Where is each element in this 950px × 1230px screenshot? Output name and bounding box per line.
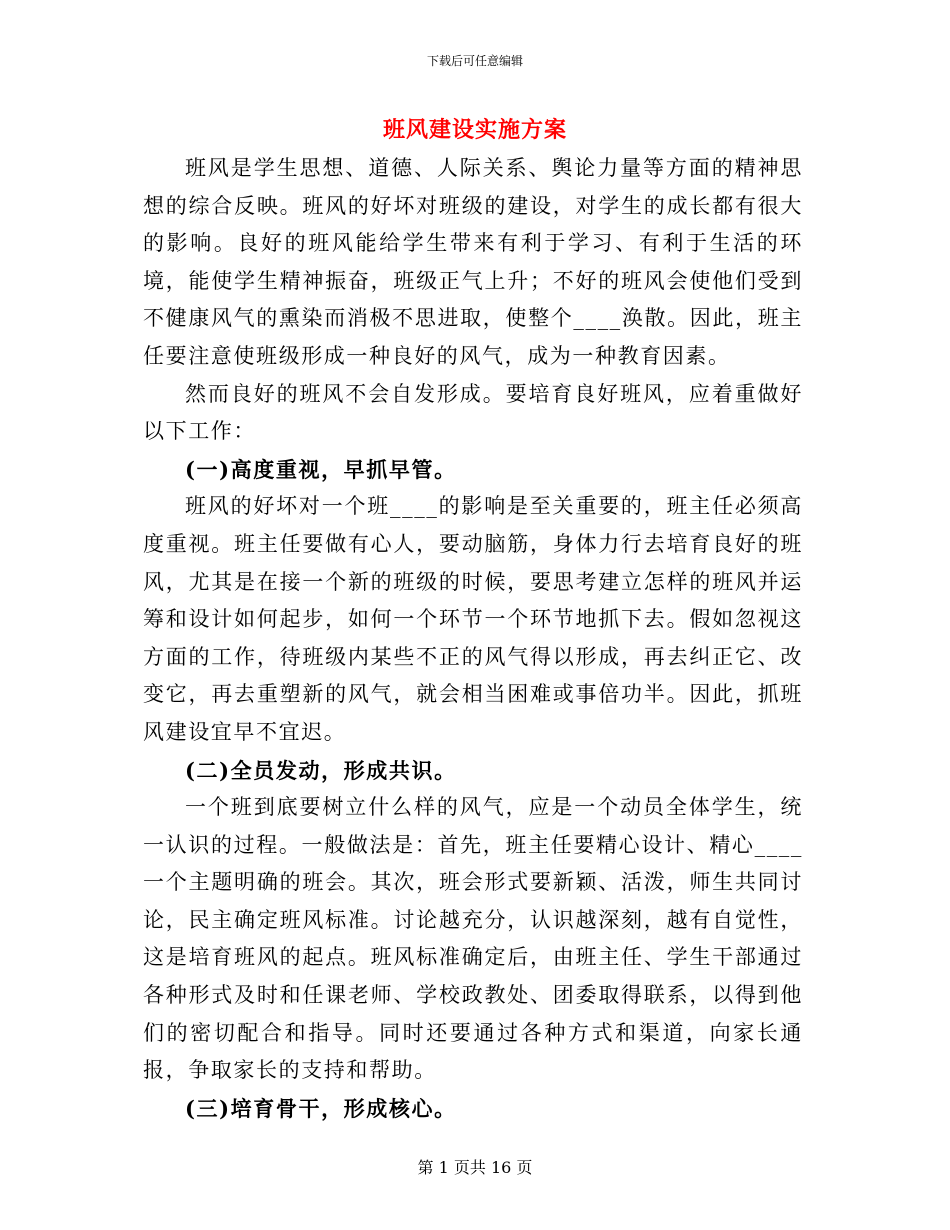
- section-heading-3: (三)培育骨干，形成核心。: [185, 1095, 457, 1121]
- paragraph-section-2: 一个班到底要树立什么样的风气，应是一个动员全体学生，统一认识的过程。一般做法是：首先，班主任要精心设计、精心____一个主题明确的班会。其次，班会形式要新颖、活泼，师生共同讨论，民主确定班风标准。讨论越充分，认识越深刻，越有自觉性，这是培育班风的起点。班风标准确定后，由班主任、学生干部通过各种形式及时和任课老师、学校政教处、团委取得联系，以得到他们的密切配合和指导。同时还要通过各种方式和渠道，向家长通报，争取家长的支持和帮助。: [143, 795, 803, 1083]
- header-note: 下载后可任意编辑: [426, 54, 523, 68]
- document-title: 班风建设实施方案: [382, 117, 567, 143]
- document-body: [143, 150, 803, 1127]
- section-heading-1: (一)高度重视，早抓早管。: [185, 456, 457, 482]
- page-number: 第 1 页共 16 页: [417, 1158, 533, 1177]
- paragraph-tasks-intro: 然而良好的班风不会自发形成。要培育良好班风，应着重做好以下工作：: [143, 381, 803, 444]
- paragraph-intro: 班风是学生思想、道德、人际关系、舆论力量等方面的精神思想的综合反映。班风的好坏对班级的建设，对学生的成长都有很大的影响。良好的班风能给学生带来有利于学习、有利于生活的环境，能使学生精神振奋，班级正气上升；不好的班风会使他们受到不健康风气的熏染而消极不思进取，使整个____涣散。因此，班主任要注意使班级形成一种良好的风气，成为一种教育因素。: [143, 156, 803, 368]
- paragraph-section-1: 班风的好坏对一个班____的影响是至关重要的，班主任必须高度重视。班主任要做有心人，要动脑筋，身体力行去培育良好的班风，尤其是在接一个新的班级的时候，要思考建立怎样的班风并运筹和设计如何起步，如何一个环节一个环节地抓下去。假如忽视这方面的工作，待班级内某些不正的风气得以形成，再去纠正它、改变它，再去重塑新的风气，就会相当困难或事倍功半。因此，抓班风建设宜早不宜迟。: [143, 494, 803, 744]
- section-heading-2: (二)全员发动，形成共识。: [185, 757, 457, 783]
